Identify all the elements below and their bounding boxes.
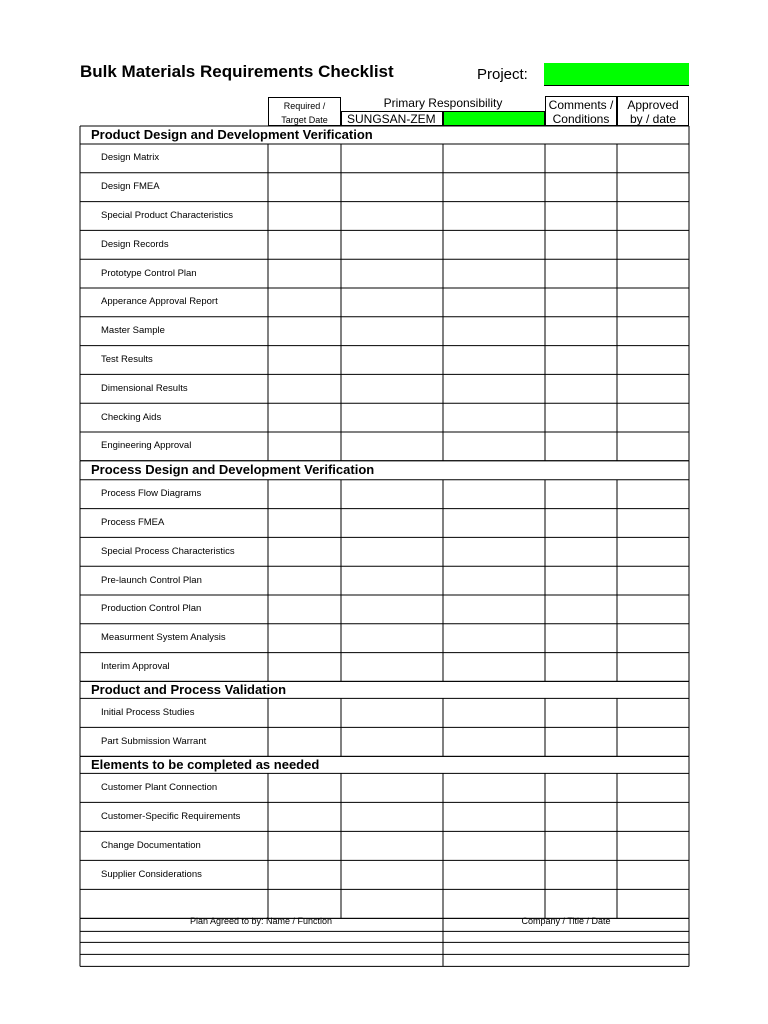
section-title: Elements to be completed as needed — [91, 757, 320, 773]
checklist-item-label: Special Product Characteristics — [101, 210, 233, 221]
checklist-item-label: Customer Plant Connection — [101, 781, 218, 793]
comments-line1: Comments / — [548, 98, 614, 112]
required-line1: Required / — [283, 101, 326, 111]
checklist-item-label: Special Process Characteristics — [101, 545, 235, 557]
section-title: Product and Process Validation — [91, 682, 287, 698]
approved-line2: by / date — [629, 112, 677, 126]
checklist-item-label: Customer-Specific Requirements — [101, 810, 241, 822]
checklist-item-label: Apperance Approval Report — [101, 296, 218, 308]
checklist-item-label: Pre-launch Control Plan — [101, 574, 202, 586]
checklist-item-label: Supplier Considerations — [101, 868, 202, 880]
section-title: Product Design and Development Verification — [91, 127, 373, 142]
checklist-item-label: Design Records — [101, 238, 169, 250]
company-title-date-label: Company / Title / Date — [521, 916, 611, 926]
checklist-item-label: Design Matrix — [101, 152, 160, 164]
checklist-item-label: Change Documentation — [101, 839, 201, 851]
checklist-item-label: Initial Process Studies — [101, 706, 195, 718]
required-line2: Target Date — [281, 115, 328, 125]
checklist-item-label: Engineering Approval — [101, 440, 192, 452]
checklist-item-label: Process FMEA — [101, 517, 165, 528]
checklist-item-label: Checking Aids — [101, 411, 162, 423]
section-title: Process Design and Development Verification — [91, 461, 375, 477]
plan-agreed-label: Plan Agreed to by: Name / Function — [189, 916, 333, 926]
checklist-item-label: Interim Approval — [101, 661, 170, 672]
document-title: Bulk Materials Requirements Checklist — [80, 62, 394, 81]
checklist-item-label: Prototype Control Plan — [101, 267, 197, 279]
checklist-item-label: Part Submission Warrant — [101, 735, 207, 747]
project-label: Project: — [477, 66, 528, 83]
responsible-party: SUNGSAN-ZEM — [347, 112, 436, 126]
approved-line1: Approved — [627, 98, 679, 112]
checklist-item-label: Test Results — [101, 354, 153, 365]
checklist-item-label: Master Sample — [101, 325, 165, 337]
checklist-item-label: Measurment System Analysis — [101, 632, 226, 644]
checklist-item-label: Design FMEA — [101, 181, 160, 193]
primary-responsibility-header: Primary Responsibility — [383, 96, 503, 110]
comments-line2: Conditions — [552, 112, 610, 126]
checklist-item-label: Dimensional Results — [101, 382, 188, 394]
checklist-item-label: Process Flow Diagrams — [101, 488, 202, 500]
checklist-item-label: Production Control Plan — [101, 603, 202, 615]
